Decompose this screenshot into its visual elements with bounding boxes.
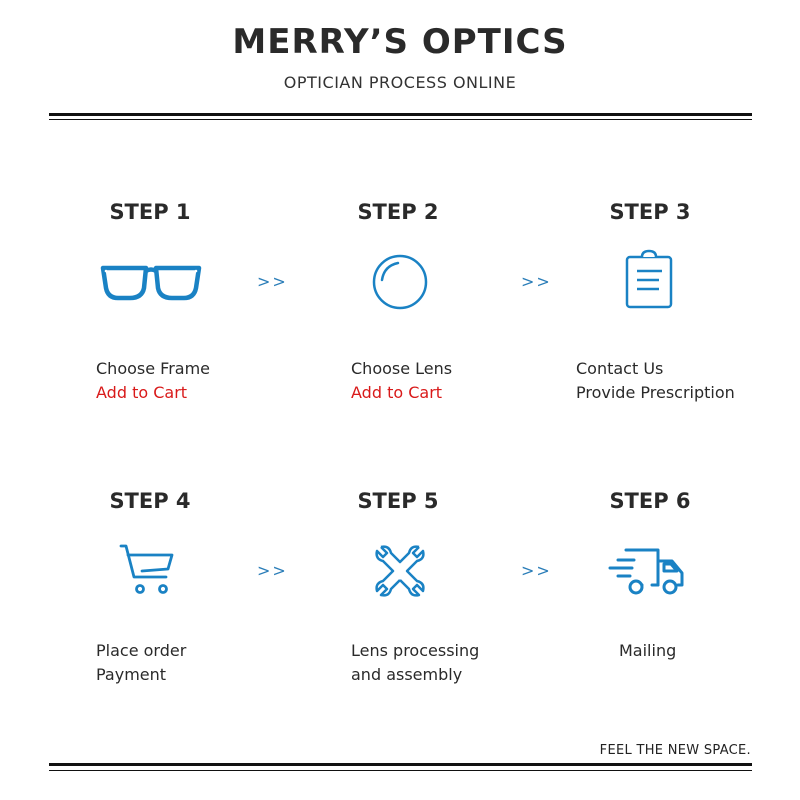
footer-tagline: FEEL THE NEW SPACE.	[599, 743, 751, 758]
step-2-add-to-cart: Add to Cart	[351, 383, 443, 402]
wrenches-icon	[373, 543, 427, 599]
step-5-line-1: Lens processing	[351, 641, 480, 660]
shopping-cart-icon	[118, 543, 176, 597]
step-1-description	[96, 357, 210, 405]
step-arrow-5-6: >>	[521, 561, 552, 580]
step-6-label: STEP 6	[609, 489, 691, 513]
step-3-label: STEP 3	[609, 200, 691, 224]
step-arrow-4-5: >>	[257, 561, 288, 580]
step-1-label: STEP 1	[109, 200, 191, 224]
page-subtitle: OPTICIAN PROCESS ONLINE	[283, 73, 517, 92]
footer-divider-thin	[49, 770, 752, 771]
step-2-description	[351, 357, 452, 405]
step-1-add-to-cart: Add to Cart	[96, 383, 188, 402]
step-3-description	[576, 357, 735, 405]
clipboard-icon	[624, 249, 674, 309]
eyeglasses-icon	[100, 262, 202, 302]
step-3-line-1: Contact Us	[576, 359, 664, 378]
page-title: MERRY’S OPTICS	[232, 22, 568, 62]
header-divider-thick	[49, 113, 752, 116]
lens-icon	[372, 254, 428, 310]
step-6-description	[619, 639, 676, 663]
step-4-description	[96, 639, 186, 687]
step-arrow-1-2: >>	[257, 272, 288, 291]
step-2-label: STEP 2	[357, 200, 439, 224]
step-4-label: STEP 4	[109, 489, 191, 513]
step-1-line-1: Choose Frame	[96, 359, 211, 378]
step-4-line-2: Payment	[96, 665, 167, 684]
step-4-line-1: Place order	[96, 641, 187, 660]
header-divider-thin	[49, 119, 752, 120]
step-2-line-1: Choose Lens	[351, 359, 453, 378]
footer-divider-thick	[49, 763, 752, 766]
step-5-label: STEP 5	[357, 489, 439, 513]
step-3-line-2: Provide Prescription	[576, 383, 735, 402]
step-arrow-2-3: >>	[521, 272, 552, 291]
step-5-description	[351, 639, 479, 687]
step-5-line-2: and assembly	[351, 665, 463, 684]
step-6-line-1: Mailing	[619, 641, 677, 660]
delivery-truck-icon	[608, 547, 686, 597]
